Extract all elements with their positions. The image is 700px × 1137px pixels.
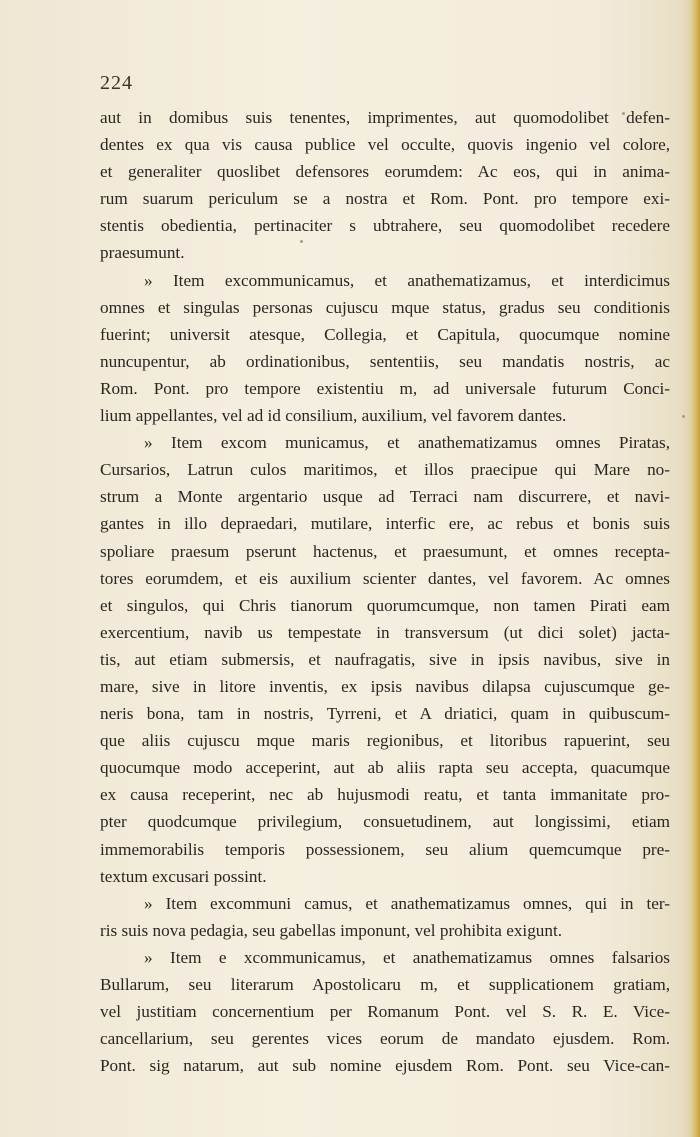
text-line: Cursarios, Latrun culos maritimos, et illos praecipue qui Mare no- [100,460,670,480]
text-line: immemorabilis temporis possessionem, seu alium quemcumque pre- [100,839,670,859]
text-line: stentis obedientia, pertinaciter s ubtrahere, seu quomodolibet recedere [100,216,670,236]
text-line: praesumunt. [100,243,185,263]
text-line: mare, sive in litore inventis, ex ipsis navibus dilapsa cujuscumque ge- [100,676,670,696]
text-line: dentes ex qua vis causa publice vel occulte, quovis ingenio vel colore, [100,135,670,155]
text-line: » Item excommuni camus, et anathematizamus omnes, qui in ter- [144,893,670,913]
text-line: » Item e xcommunicamus, et anathematizamus omnes falsarios [144,947,670,967]
text-line: que aliis cujuscu mque maris regionibus, et litoribus rapuerint, seu [100,731,670,751]
text-line: nuncupentur, ab ordinationibus, sententiis, seu mandatis nostris, ac [100,351,670,371]
text-line: » Item excommunicamus, et anathematizamus, et interdicimus [144,270,670,290]
text-line: Bullarum, seu literarum Apostolicaru m, et supplicationem gratiam, [100,975,670,994]
text-line: » Item excom municamus, et anathematizamus omnes Piratas, [144,433,670,453]
text-line: aut in domibus suis tenentes, imprimentes, aut quomodolibet defen- [100,108,670,127]
text-line: rum suarum periculum se a nostra et Rom. Pont. pro tempore exi- [100,189,670,209]
text-line: et singulos, qui Chris tianorum quorumcumque, non tamen Pirati eam [100,595,670,615]
text-line: vel justitiam concernentium per Romanum Pont. vel S. R. E. Vice- [100,1002,670,1022]
text-line: cancellarium, seu gerentes vices eorum de mandato ejusdem. Rom. [100,1029,670,1049]
text-line: neris bona, tam in nostris, Tyrreni, et A driatici, quam in quibuscum- [100,704,670,724]
text-line: gantes in illo depraedari, mutilare, interfic ere, ac rebus et bonis suis [100,514,670,534]
text-line: Pont. sig natarum, aut sub nomine ejusdem Rom. Pont. seu Vice-can- [100,1056,670,1076]
text-line: ris suis nova pedagia, seu gabellas imponunt, vel prohibita exigunt. [100,920,563,940]
text-line: quocumque modo acceperint, aut ab aliis rapta seu accepta, quacumque [100,758,670,778]
text-line: spoliare praesum pserunt hactenus, et praesumunt, et omnes recepta- [100,541,670,561]
text-line: Rom. Pont. pro tempore existentiu m, ad universale futurum Conci- [100,378,670,398]
text-line: pter quodcumque privilegium, consuetudinem, aut longissimi, etiam [100,812,670,832]
page-number: 224 [100,72,133,94]
text-line: omnes et singulas personas cujuscu mque status, gradus seu conditionis [100,297,670,317]
text-line: strum a Monte argentario usque ad Terraci nam discurrere, et navi- [100,487,670,507]
text-line: lium appellantes, vel ad id consilium, auxilium, vel favorem dantes. [100,406,567,426]
text-line: ex causa receperint, nec ab hujusmodi reatu, et tanta immanitate pro- [100,785,670,805]
text-line: et generaliter quoslibet defensores eorumdem: Ac eos, qui in anima- [100,162,670,182]
text-line: exercentium, navib us tempestate in transversum (ut dici solet) jacta- [100,622,670,642]
text-line: tores eorumdem, et eis auxilium scienter dantes, vel favorem. Ac omnes [100,568,670,588]
speck [682,415,685,418]
text-line: textum excusari possint. [100,866,267,886]
text-line: tis, aut etiam submersis, et naufragatis, sive in ipsis navibus, sive in [100,649,670,669]
page-edge [690,0,700,1137]
text-line: fuerint; universit atesque, Collegia, et Capitula, quocumque nomine [100,324,670,344]
body-text [100,104,670,1079]
